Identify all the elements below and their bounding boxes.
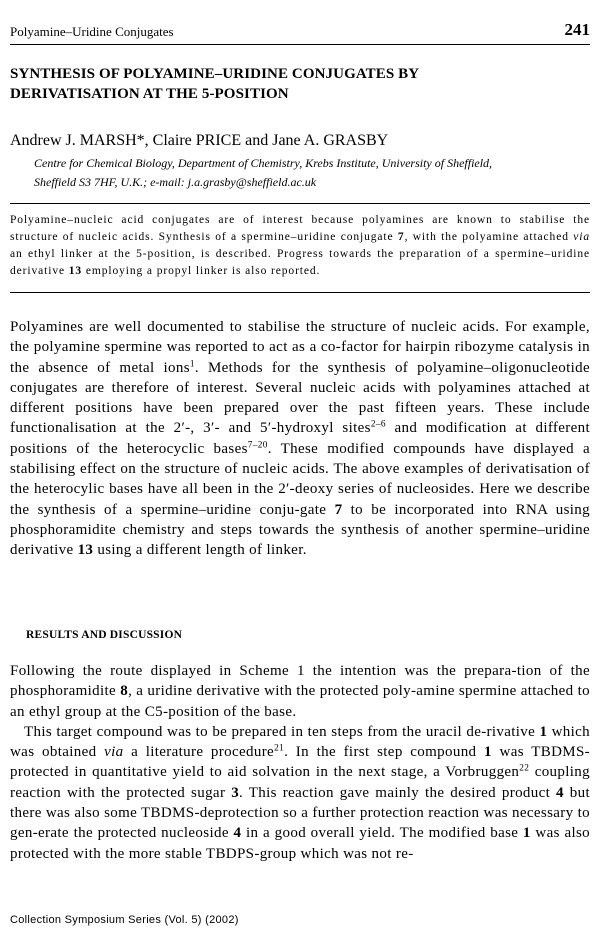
citation-ref: 22 — [519, 763, 530, 774]
body-text: was TBDMS-protected in quantitative yield to aid solvation in the next stage, a Vorbruggen — [10, 744, 591, 781]
body-text: was also protected with the more stable TBDPS-group which was not re- — [10, 825, 591, 862]
body-text: a literature procedure — [123, 744, 275, 761]
title-line-1: SYNTHESIS OF POLYAMINE–URIDINE CONJUGATES BY — [10, 66, 420, 82]
abstract-text: employing a propyl linker is also reported. — [82, 265, 321, 277]
body-text: , a uridine derivative with the protected poly-amine spermine attached to an ethyl group at the C5-position of the base. — [10, 683, 591, 720]
body-text: This target compound was to be prepared in ten steps from the uracil de-rivative — [24, 723, 540, 740]
results-section — [10, 661, 590, 864]
body-text: . This reaction gave mainly the desired product — [239, 784, 557, 801]
compound-ref: 1 — [484, 744, 492, 761]
results-paragraph-1 — [10, 661, 590, 722]
compound-ref: 13 — [68, 265, 83, 277]
author-list — [10, 131, 590, 151]
author-2-first: Claire — [152, 132, 196, 149]
section-heading: RESULTS AND DISCUSSION — [26, 629, 183, 641]
body-text: . Methods for the synthesis of polyamine–oligonucleotide conjugates are therefore of interest. Several nucleic acids with polyamines attached at different positions have been prepared over the past fifteen years. These include functionalisation at the 2′-, 3′- and 5′-hydroxyl sites — [10, 359, 590, 437]
body-text: . These modified compounds have displayed a stabilising effect on the structure of nucleic acids. The above examples of derivatisation of the heterocylic bases have all been in the 2′-deoxy series of nucleosides. Here we describe the synthesis of a spermine–uridine conju-gate — [10, 440, 590, 518]
body-text: . In the first step compound — [284, 744, 485, 761]
results-paragraph-2 — [10, 722, 590, 864]
abstract-text: an ethyl linker at the 5-position, is described. Progress towards the preparation of a spermine–uridine derivative — [10, 248, 590, 277]
abstract-text: , with the polyamine attached — [404, 231, 574, 243]
affiliation-line-1: Centre for Chemical Biology, Department of Chemistry, Krebs Institute, University of Sheffield, — [34, 156, 493, 170]
author-3-first: Jane A. — [272, 132, 324, 149]
affiliation — [34, 154, 590, 192]
compound-ref: 3 — [231, 784, 240, 801]
body-text: Following the route displayed in Scheme 1 the intention was the prepara-tion of the phosphoramidite — [10, 663, 590, 700]
body-text: and modification at different positions of the heterocyclic bases — [10, 420, 590, 457]
title-line-2: DERIVATISATION AT THE 5-POSITION — [10, 86, 289, 102]
running-title: Polyamine–Uridine Conjugates — [10, 24, 174, 39]
compound-ref: 1 — [522, 825, 531, 842]
page-footer: Collection Symposium Series (Vol. 5) (2002) — [10, 914, 239, 926]
body-text: in a good overall yield. The modified base — [241, 825, 523, 842]
header-rule — [10, 44, 590, 45]
author-3-last: GRASBY — [323, 132, 389, 149]
body-text: to be incorporated into RNA using phosphoramidite chemistry and steps towards the synthesis of another spermine–uridine derivative — [10, 501, 590, 559]
author-1-first: Andrew J. — [10, 132, 80, 149]
body-text: using a different length of linker. — [93, 542, 307, 559]
citation-ref: 7–20 — [247, 440, 268, 451]
author-sep-2: and — [241, 132, 273, 149]
abstract-italic: via — [573, 231, 590, 243]
author-sep-1: , — [144, 132, 153, 149]
corresponding-mark: * — [136, 132, 145, 149]
author-2-last: PRICE — [195, 132, 242, 149]
page-number: 241 — [564, 20, 590, 39]
article-title — [10, 64, 580, 104]
abstract — [10, 212, 590, 280]
body-text: which was obtained — [10, 723, 591, 761]
abstract-top-rule — [10, 203, 590, 204]
compound-ref: 4 — [233, 825, 242, 842]
compound-ref: 7 — [334, 501, 343, 518]
citation-ref: 21 — [274, 743, 285, 754]
body-italic: via — [104, 744, 124, 761]
compound-ref: 7 — [397, 231, 405, 243]
citation-ref: 1 — [189, 359, 195, 370]
body-text: coupling reaction with the protected sugar — [10, 764, 590, 801]
affiliation-line-2: Sheffield S3 7HF, U.K.; e-mail: j.a.grasby@sheffield.ac.uk — [34, 175, 317, 189]
body-text: but there was also some TBDMS-deprotection so a further protection reaction was necessary to gen-erate the protected nucleoside — [10, 784, 590, 842]
compound-ref: 8 — [120, 683, 129, 700]
compound-ref: 4 — [556, 784, 564, 801]
author-1-last: MARSH — [79, 132, 137, 149]
abstract-text: Polyamine–nucleic acid conjugates are of interest because polyamines are known to stabilise the structure of nucleic acids. Synthesis of a spermine–uridine conjugate — [10, 214, 590, 243]
running-header — [10, 18, 590, 40]
intro-paragraph — [10, 317, 590, 561]
citation-ref: 2–6 — [370, 419, 386, 430]
abstract-bottom-rule — [10, 292, 590, 293]
compound-ref: 13 — [77, 542, 94, 559]
compound-ref: 1 — [539, 723, 548, 740]
body-text: Polyamines are well documented to stabilise the structure of nucleic acids. For example, the polyamine spermine was reported to act as a co-factor for hairpin ribozyme catalysis in the absence of metal ions — [10, 319, 590, 376]
